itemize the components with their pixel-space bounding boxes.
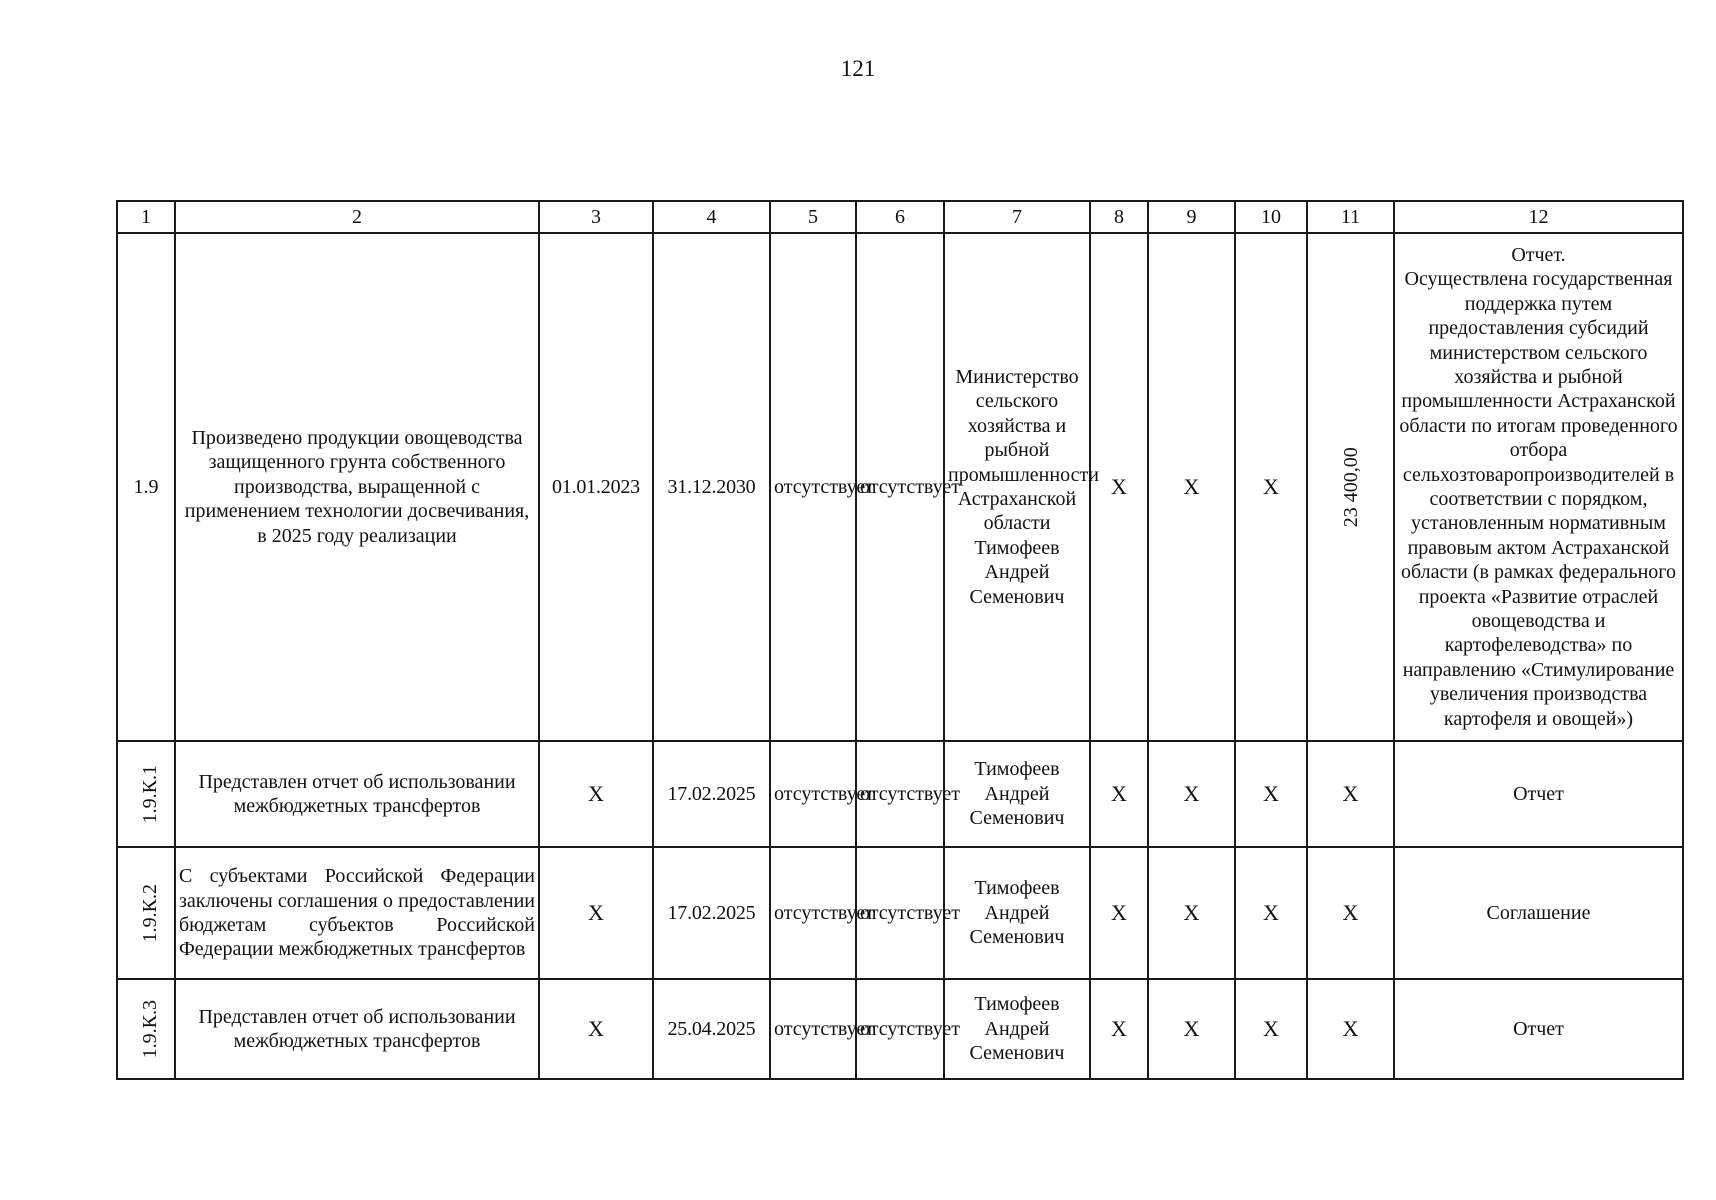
budget-amount: 23 400,00 bbox=[1339, 446, 1362, 527]
column-5-value: отсутствует bbox=[770, 979, 856, 1079]
column-6-value: отсутствует bbox=[856, 979, 944, 1079]
row-id: 1.9 bbox=[117, 233, 175, 741]
column-8-value: X bbox=[1090, 979, 1148, 1079]
responsible: Тимофеев Андрей Семенович bbox=[944, 741, 1090, 847]
column-9-value: X bbox=[1148, 233, 1235, 741]
column-10-value: X bbox=[1235, 847, 1307, 979]
column-6-value: отсутствует bbox=[856, 233, 944, 741]
column-6-value: отсутствует bbox=[856, 847, 944, 979]
column-header: 1 bbox=[117, 201, 175, 233]
column-header: 7 bbox=[944, 201, 1090, 233]
column-5-value: отсутствует bbox=[770, 847, 856, 979]
column-6-value: отсутствует bbox=[856, 741, 944, 847]
column-8-value: X bbox=[1090, 741, 1148, 847]
page-number: 121 bbox=[840, 56, 876, 81]
column-header: 4 bbox=[653, 201, 770, 233]
responsible: Тимофеев Андрей Семенович bbox=[944, 847, 1090, 979]
responsible: Тимофеев Андрей Семенович bbox=[944, 979, 1090, 1079]
result-cell bbox=[1394, 233, 1683, 741]
table-row bbox=[117, 847, 1683, 979]
row-id-cell bbox=[117, 847, 175, 979]
start-date: X bbox=[539, 979, 653, 1079]
table-header-row bbox=[117, 201, 1683, 233]
column-10-value: X bbox=[1235, 741, 1307, 847]
table-row bbox=[117, 741, 1683, 847]
column-9-value: X bbox=[1148, 847, 1235, 979]
column-header: 8 bbox=[1090, 201, 1148, 233]
table-row bbox=[117, 979, 1683, 1079]
budget-amount-cell bbox=[1307, 233, 1394, 741]
end-date: 25.04.2025 bbox=[653, 979, 770, 1079]
column-5-value: отсутствует bbox=[770, 741, 856, 847]
column-11-value: X bbox=[1307, 741, 1394, 847]
end-date: 17.02.2025 bbox=[653, 741, 770, 847]
row-description: Представлен отчет об использовании межбюджетных трансфертов bbox=[175, 979, 539, 1079]
result-title: Отчет. bbox=[1511, 244, 1566, 267]
row-id-cell bbox=[117, 741, 175, 847]
column-header: 10 bbox=[1235, 201, 1307, 233]
column-header: 5 bbox=[770, 201, 856, 233]
report-table bbox=[116, 200, 1684, 1080]
column-header: 12 bbox=[1394, 201, 1683, 233]
column-10-value: X bbox=[1235, 233, 1307, 741]
column-9-value: X bbox=[1148, 979, 1235, 1079]
column-10-value: X bbox=[1235, 979, 1307, 1079]
result-text: Отчет bbox=[1394, 741, 1683, 847]
column-header: 9 bbox=[1148, 201, 1235, 233]
column-9-value: X bbox=[1148, 741, 1235, 847]
column-8-value: X bbox=[1090, 233, 1148, 741]
start-date: 01.01.2023 bbox=[539, 233, 653, 741]
column-header: 3 bbox=[539, 201, 653, 233]
result-text: Осуществлена государственная поддержка путем предоставления субсидий министерством сельского хозяйства и рыбной промышленности Астраханской области по итогам проведенного отбора сельхозтоваропроизводителей в соответствии с порядком, установленным нормативным правовым актом Астраханской области (в рамках федерального проекта «Развитие отраслей овощеводства и картофелеводства» по направлению «Стимулирование увеличения производства картофеля и овощей») bbox=[1399, 268, 1678, 730]
responsible: Министерство сельского хозяйства и рыбной промышленности Астраханской области Тимофеев Андрей Семенович bbox=[944, 233, 1090, 741]
row-id: 1.9.К.3 bbox=[138, 999, 161, 1059]
column-header: 11 bbox=[1307, 201, 1394, 233]
row-description: Произведено продукции овощеводства защищенного грунта собственного производства, выращенной с применением технологии досвечивания, в 2025 году реализации bbox=[175, 233, 539, 741]
start-date: X bbox=[539, 741, 653, 847]
row-description: Представлен отчет об использовании межбюджетных трансфертов bbox=[175, 741, 539, 847]
result-text: Отчет bbox=[1394, 979, 1683, 1079]
table-row bbox=[117, 233, 1683, 741]
row-id: 1.9.К.2 bbox=[138, 883, 161, 943]
column-11-value: X bbox=[1307, 979, 1394, 1079]
column-header: 2 bbox=[175, 201, 539, 233]
column-5-value: отсутствует bbox=[770, 233, 856, 741]
row-id-cell bbox=[117, 979, 175, 1079]
row-description: С субъектами Российской Федерации заключены соглашения о предоставлении бюджетам субъектов Российской Федерации межбюджетных трансфертов bbox=[175, 847, 539, 979]
row-id: 1.9.К.1 bbox=[138, 764, 161, 824]
column-11-value: X bbox=[1307, 847, 1394, 979]
column-8-value: X bbox=[1090, 847, 1148, 979]
result-text: Соглашение bbox=[1394, 847, 1683, 979]
column-header: 6 bbox=[856, 201, 944, 233]
start-date: X bbox=[539, 847, 653, 979]
end-date: 17.02.2025 bbox=[653, 847, 770, 979]
end-date: 31.12.2030 bbox=[653, 233, 770, 741]
